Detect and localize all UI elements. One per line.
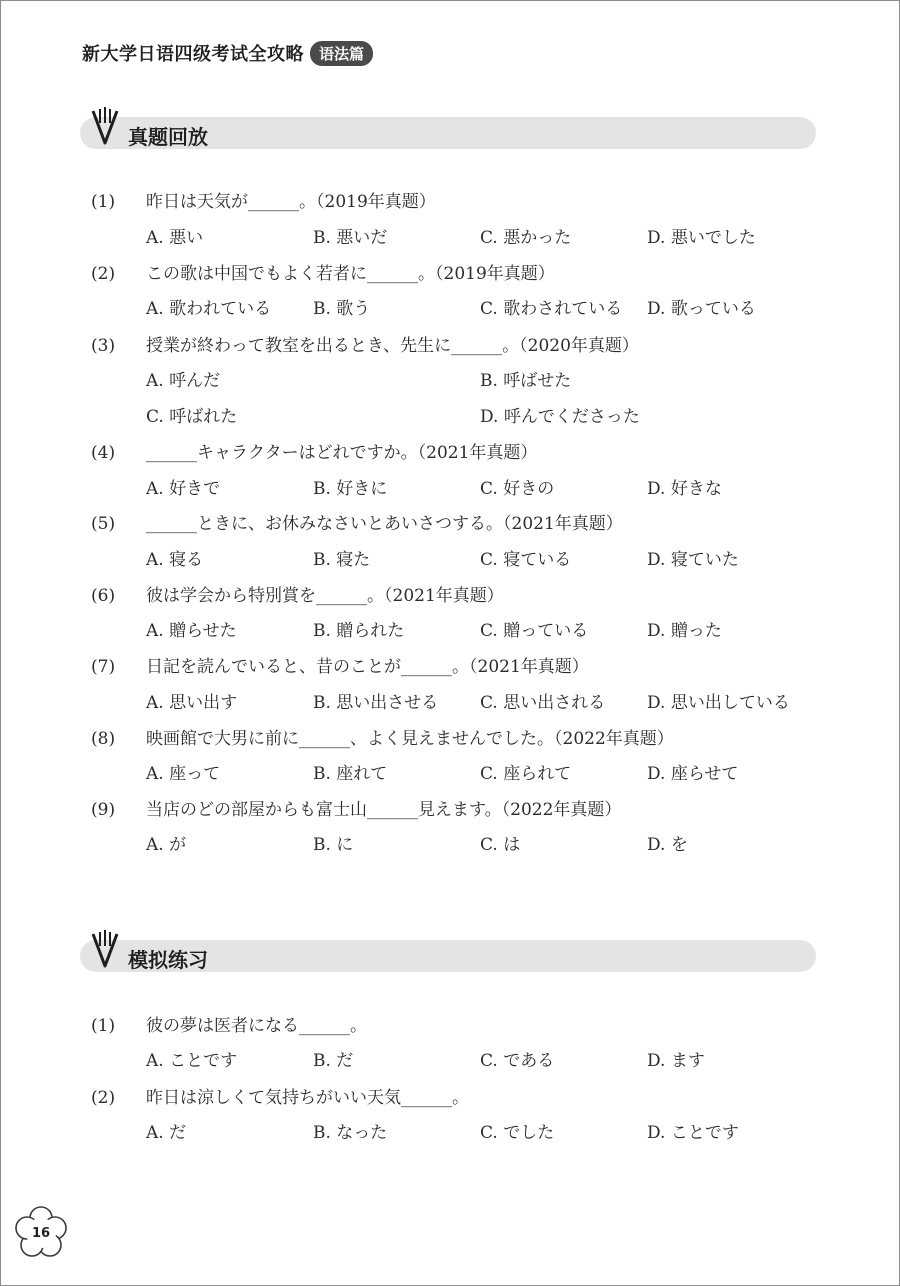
option-b: B. に — [313, 835, 354, 855]
option-b: B. 悪いだ — [313, 228, 388, 248]
question-number: (1) — [91, 1016, 116, 1036]
option-c: C. 好きの — [480, 479, 555, 499]
question-text: 昨日は天気が______。（2019年真题） — [146, 192, 436, 212]
question-text: ______キャラクターはどれですか。（2021年真题） — [146, 443, 538, 463]
option-b: B. 思い出させる — [313, 693, 439, 713]
option-a: A. ことです — [146, 1051, 238, 1071]
option-a: A. 悪い — [146, 228, 204, 248]
option-d: D. 寝ていた — [647, 550, 739, 570]
question-number: (6) — [91, 586, 116, 606]
book-header — [82, 38, 373, 68]
option-b: B. 寝た — [313, 550, 371, 570]
volume-badge: 语法篇 — [310, 41, 373, 66]
option-b: B. 呼ばせた — [480, 371, 572, 391]
option-c: C. 呼ばれた — [146, 407, 238, 427]
book-title: 新大学日语四级考试全攻略 — [82, 44, 304, 65]
section-title: 模拟练习 — [128, 948, 208, 972]
option-d: D. ことです — [647, 1123, 739, 1143]
pencil-icon — [90, 107, 120, 147]
option-d: D. 好きな — [647, 479, 722, 499]
option-c: C. は — [480, 835, 521, 855]
option-d: D. 悪いでした — [647, 228, 756, 248]
option-a: A. 贈らせた — [146, 621, 237, 641]
page-number: 16 — [31, 1225, 51, 1241]
option-a: A. 呼んだ — [146, 371, 221, 391]
question-number: (5) — [91, 514, 116, 534]
section-bar-past-exams — [80, 117, 816, 149]
option-b: B. 歌う — [313, 299, 371, 319]
question-number: (7) — [91, 657, 116, 677]
option-c: C. 悪かった — [480, 228, 572, 248]
option-b: B. 好きに — [313, 479, 388, 499]
pencil-icon — [90, 930, 120, 970]
question-text: この歌は中国でもよく若者に______。（2019年真题） — [146, 264, 555, 284]
option-b: B. 贈られた — [313, 621, 405, 641]
option-c: C. 贈っている — [480, 621, 589, 641]
option-a: A. が — [146, 835, 187, 855]
option-b: B. なった — [313, 1123, 388, 1143]
section-title: 真题回放 — [128, 125, 208, 149]
option-a: A. 歌われている — [146, 299, 272, 319]
question-text: ______ときに、お休みなさいとあいさつする。（2021年真题） — [146, 514, 623, 534]
question-text: 彼の夢は医者になる______。 — [146, 1016, 367, 1036]
question-number: (8) — [91, 729, 116, 749]
option-a: A. 好きで — [146, 479, 221, 499]
option-b: B. 座れて — [313, 764, 388, 784]
option-a: A. だ — [146, 1123, 187, 1143]
option-d: D. 座らせて — [647, 764, 739, 784]
question-text: 当店のどの部屋からも富士山______見えます。（2022年真题） — [146, 800, 622, 820]
option-b: B. だ — [313, 1051, 354, 1071]
option-d: D. ます — [647, 1051, 705, 1071]
question-number: (2) — [91, 264, 116, 284]
option-c: C. 思い出される — [480, 693, 606, 713]
question-text: 映画館で大男に前に______、よく見えませんでした。（2022年真题） — [146, 729, 674, 749]
option-a: A. 座って — [146, 764, 221, 784]
option-a: A. 思い出す — [146, 693, 238, 713]
option-c: C. である — [480, 1051, 555, 1071]
option-c: C. 座られて — [480, 764, 572, 784]
option-c: C. 寝ている — [480, 550, 572, 570]
option-a: A. 寝る — [146, 550, 204, 570]
option-d: D. 思い出している — [647, 693, 790, 713]
option-d: D. 呼んでくださった — [480, 407, 640, 427]
question-number: (2) — [91, 1088, 116, 1108]
question-number: (4) — [91, 443, 116, 463]
question-number: (1) — [91, 192, 116, 212]
question-text: 日記を読んでいると、昔のことが______。（2021年真题） — [146, 657, 589, 677]
question-text: 授業が終わって教室を出るとき、先生に______。（2020年真题） — [146, 336, 639, 356]
option-c: C. でした — [480, 1123, 555, 1143]
option-d: D. 歌っている — [647, 299, 756, 319]
question-number: (9) — [91, 800, 116, 820]
option-d: D. を — [647, 835, 688, 855]
section-bar-practice — [80, 940, 816, 972]
question-number: (3) — [91, 336, 116, 356]
question-text: 昨日は涼しくて気持ちがいい天気______。 — [146, 1088, 469, 1108]
option-d: D. 贈った — [647, 621, 722, 641]
option-c: C. 歌わされている — [480, 299, 623, 319]
question-text: 彼は学会から特別賞を______。（2021年真题） — [146, 586, 504, 606]
